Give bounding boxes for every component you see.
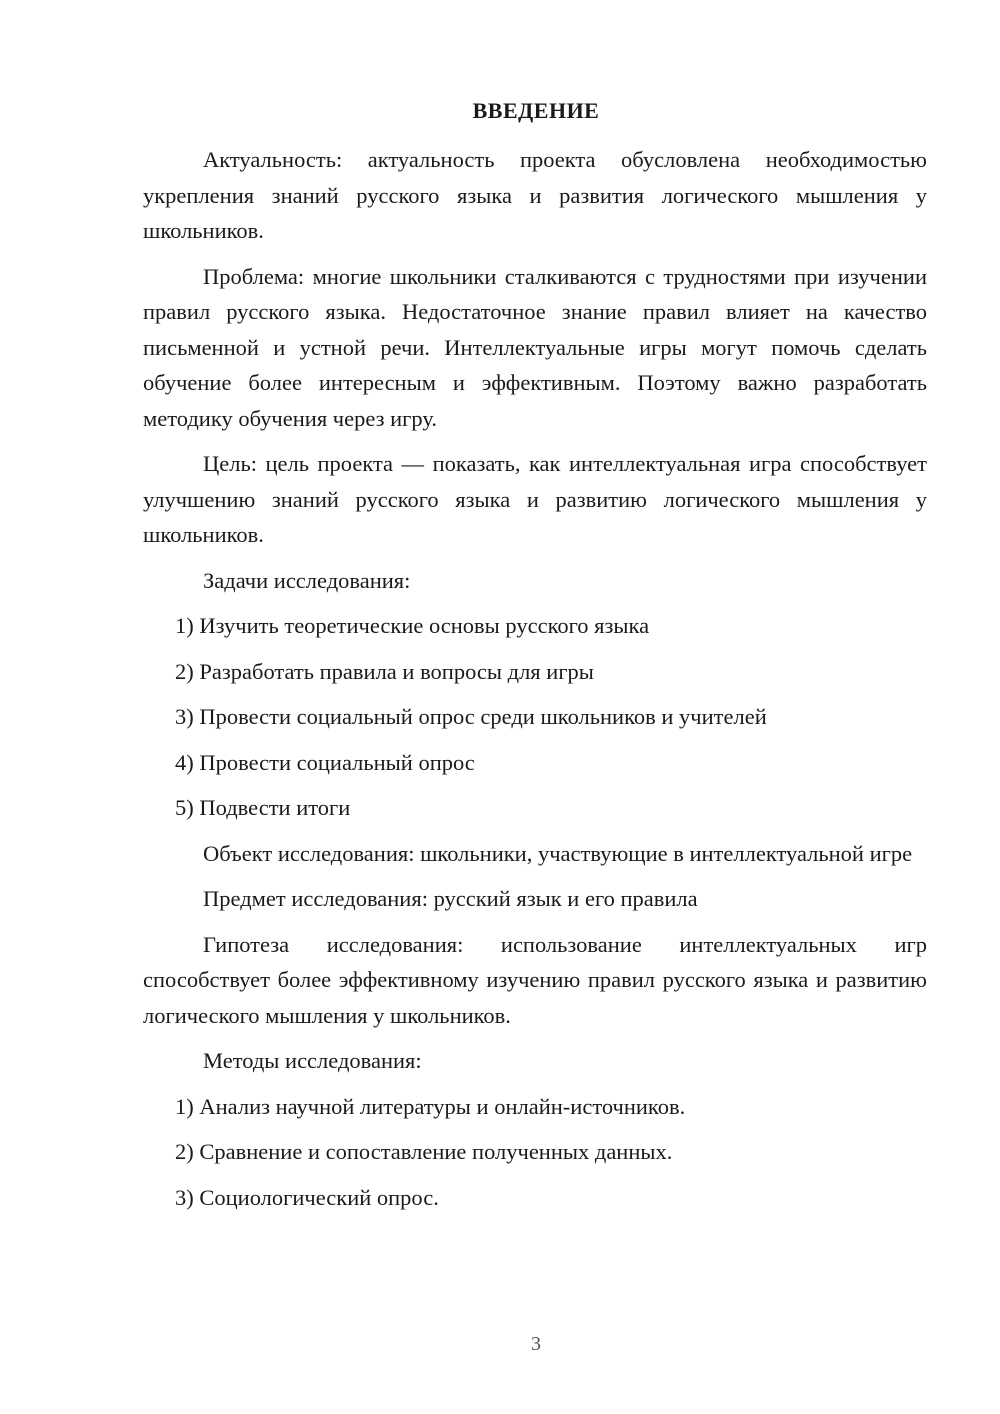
page-number: 3 xyxy=(531,1333,541,1355)
list-item: 2) Сравнение и сопоставление полученных данных. xyxy=(175,1139,673,1164)
object-paragraph: Объект исследования: школьники, участвующие в интеллектуальной игре xyxy=(203,840,913,866)
problem-paragraph: Проблема: многие школьники сталкиваются с трудностями при изучении правил русского языка. Недостаточное знание правил влияет на качество письменной и устной речи. Интеллектуальные игры могут помочь сделать обучение более интересным и эффективным. Поэтому важно разработать методику обучения через игру. xyxy=(143,263,927,431)
relevance-paragraph: Актуальность: актуальность проекта обусловлена необходимостью укрепления знаний русского языка и развития логического мышления у школьников. xyxy=(143,147,927,243)
goal-paragraph: Цель: цель проекта — показать, как интеллектуальная игра способствует улучшению знаний русского языка и развитию логического мышления у школьников. xyxy=(143,451,927,547)
hypothesis-paragraph: Гипотеза исследования: использование интеллектуальных игр способствует более эффективному изучению правил русского языка и развитию логического мышления у школьников. xyxy=(143,931,927,1028)
document-body xyxy=(143,142,927,1225)
list-item: 4) Провести социальный опрос xyxy=(175,749,475,775)
list-item: 5) Подвести итоги xyxy=(175,795,351,820)
tasks-heading: Задачи исследования: xyxy=(203,567,411,593)
list-item: 1) Анализ научной литературы и онлайн-источников. xyxy=(175,1093,686,1119)
page-title: ВВЕДЕНИЕ xyxy=(472,98,600,123)
list-item: 3) Социологический опрос. xyxy=(175,1184,439,1210)
list-item: 2) Разработать правила и вопросы для игры xyxy=(175,658,594,684)
tasks-list xyxy=(143,608,927,826)
methods-list xyxy=(143,1089,927,1216)
list-item: 1) Изучить теоретические основы русского языка xyxy=(175,613,650,638)
methods-heading: Методы исследования: xyxy=(203,1048,422,1073)
subject-paragraph: Предмет исследования: русский язык и его правила xyxy=(203,886,698,911)
list-item: 3) Провести социальный опрос среди школьников и учителей xyxy=(175,704,767,729)
